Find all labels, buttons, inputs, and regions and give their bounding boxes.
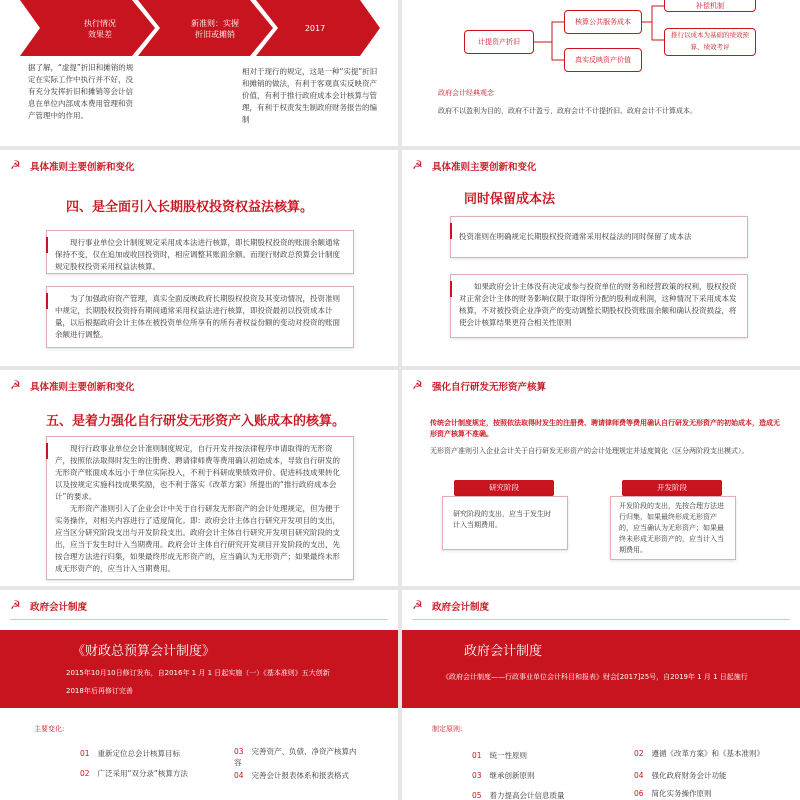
slide-2 xyxy=(402,0,800,146)
list-item: 01 统一性原则 xyxy=(472,751,528,760)
slide-header xyxy=(0,590,398,620)
item-number: 03 xyxy=(234,747,244,756)
concept-label: 政府会计经典观念 xyxy=(438,89,494,97)
text-box xyxy=(46,436,354,580)
emblem-icon: ☭ xyxy=(412,158,423,172)
slide-header xyxy=(402,370,800,400)
chevron-1-label: 执行情况 效果差 xyxy=(84,19,116,39)
intro-text: 无形资产准则引入企业会计关于自行研发无形资产的会计处理规定并适度简化（区分两阶段支出模式）。 xyxy=(430,447,749,455)
box-performance: 推行以成本为基础的绩效预算、绩效考评 xyxy=(664,28,756,56)
research-stage-box xyxy=(442,496,568,550)
item-number: 06 xyxy=(634,789,644,798)
research-stage-tag: 研究阶段 xyxy=(454,480,554,496)
chevron-3-label: 2017 xyxy=(304,24,326,33)
development-stage-text: 开发阶段的支出，先按合理方法进行归集，如果最终形成无形资产的，应当确认为无形资产；如果最终未形成无形资产的，应当计入当期费用。 xyxy=(619,502,724,554)
box-compensation: 补偿机制 xyxy=(664,0,756,12)
list-item: 02 遵循《改革方案》和《基本准则》 xyxy=(634,749,765,758)
development-stage-box xyxy=(610,496,736,560)
slide-8 xyxy=(402,590,800,800)
paragraph-2: 如果政府会计主体没有决定或参与投资单位的财务和经营政策的权利，股权投资对正常会计主体的财务影响仅限于取得所分配的股利或利润，这种情况下采用成本发核算，不对被投资企业净资产的变动调整长期股权投资账面余额和确认投资损益，将使会计核算结果更符合相关性原则 xyxy=(459,282,737,327)
left-text: 据了解，“虚提”折旧和摊销的规定在实际工作中执行并不好，没有充分发挥折旧和摊销等会计信息在单位内部成本费用管理和资产管理中的作用。 xyxy=(28,63,134,120)
list-item: 03 完善资产、负债、净资产核算内容 xyxy=(234,747,357,767)
slide-1 xyxy=(0,0,398,146)
concept-text: 政府不以盈利为目的，政府不计盈亏，政府会计不计提折旧、政府会计不计算成本。 xyxy=(438,107,697,115)
paragraph-1: 现行行政事业单位会计准则制度规定，自行开发并按法律程序申请取得的无形资产，按照依法取得时发生的注册费、聘请律师费等费用确认初始成本，导致自行研发的无形资产账面成本远小于单位实际投入，不利于科研成果绩效评价、促进科技成果转化以及按规定实施科技成果奖励，也不利于落实《改革方案》所提出的“推行政府成本会计”的要求。 xyxy=(55,444,340,501)
item-number: 03 xyxy=(472,771,482,780)
item-number: 01 xyxy=(472,751,482,760)
chevron-2-label: 新准则：实握 折旧或摊销 xyxy=(191,19,239,39)
emblem-icon: ☭ xyxy=(412,598,423,612)
item-number: 05 xyxy=(472,791,482,800)
list-item: 02 广泛采用“双分录”核算方法 xyxy=(80,769,188,778)
paragraph-2: 为了加强政府资产管理，真实全面反映政府长期股权投资及其变动情况，投资准则中规定，长期股权投资持有期间通常采用权益法进行核算，即投资最初以投资成本计量，以后根据政府会计主体在被投资单位所享有的所有者权益份额的变动对投资的账面余额进行调整。 xyxy=(55,294,340,339)
slide-header xyxy=(0,150,398,180)
banner-line-2: 2018年后再修订完善 xyxy=(66,687,133,695)
slide-header xyxy=(402,590,800,620)
box-asset-value: 真实反映资产价值 xyxy=(564,48,642,72)
text-box-1 xyxy=(450,216,748,258)
header-title: 具体准则主要创新和变化 xyxy=(30,382,135,393)
box-public-cost: 核算公共服务成本 xyxy=(564,10,642,34)
item-number: 02 xyxy=(634,749,644,758)
red-banner xyxy=(0,630,398,708)
box-depreciation: 计提资产折旧 xyxy=(464,30,534,54)
header-title: 政府会计制度 xyxy=(30,602,88,613)
slide-title: 同时保留成本法 xyxy=(464,192,556,207)
list-item: 01 重新定位总会计核算目标 xyxy=(80,749,181,758)
header-title: 具体准则主要创新和变化 xyxy=(432,162,537,173)
paragraph-2: 无形资产准则引入了企业会计中关于自行研发无形资产的会计处理规定，但为便于实务操作，对相关内容进行了适度简化。即：政府会计主体自行研究开发项目的支出，应当区分研究阶段支出与开发阶段支出。政府会计主体自行研究开发项目研究阶段的支出，应当于发生时计入当期费用。政府会计主体自行研究开发项目开发阶段的支出，先按合理方法进行归集，如果最终形成无形资产的，应当确认为无形资产；如果最终未形成无形资产的，应当计入当期费用。 xyxy=(55,504,340,573)
emblem-icon: ☭ xyxy=(10,598,21,612)
section-label: 主要变化: xyxy=(34,725,65,733)
slide-4 xyxy=(402,150,800,366)
text-box-1 xyxy=(46,230,354,274)
text-box-2 xyxy=(450,274,748,338)
emblem-icon: ☭ xyxy=(412,378,423,392)
slide-6 xyxy=(402,370,800,586)
header-title: 政府会计制度 xyxy=(432,602,490,613)
text-box-2 xyxy=(46,286,354,348)
slide-title: 五、是着力强化自行研发无形资产入账成本的核算。 xyxy=(46,414,346,429)
header-title: 具体准则主要创新和变化 xyxy=(30,162,135,173)
section-label: 制定原则: xyxy=(432,725,463,733)
banner-line-1: 2015年10月10日修订发布，自2016年 1 月 1 日起实施（一）《基本准则》五大创新 xyxy=(66,669,330,677)
slide-title: 四、是全面引入长期股权投资权益法核算。 xyxy=(66,200,314,215)
list-item: 06 简化实务操作原则 xyxy=(634,789,712,798)
emblem-icon: ☭ xyxy=(10,158,21,172)
list-item: 05 着力提高会计信息质量 xyxy=(472,791,565,800)
emblem-icon: ☭ xyxy=(10,378,21,392)
paragraph-1: 现行事业单位会计制度规定采用成本法进行核算，即长期股权投资的账面余额通常保持不变，仅在追加或收回投资时，相应调整其账面余额。而现行财政总预算会计制度规定股权投资采用权益法核算。 xyxy=(55,238,340,271)
right-text: 相对于现行的规定，这是一种“实提”折旧和摊销的做法，有利于客观真实反映资产价值，有利于推行政府成本会计核算与管理，有利于权责发生制政府财务报告的编制 xyxy=(242,67,378,124)
item-number: 02 xyxy=(80,769,90,778)
development-stage-tag: 开发阶段 xyxy=(622,480,722,496)
slide-3 xyxy=(0,150,398,366)
banner-line-1: 《政府会计制度——行政事业单位会计科目和报表》财会[2017]25号，自2019年 1 月 1 日起施行 xyxy=(442,673,748,681)
traditional-rule-text: 传统会计制度规定，按照依法取得时发生的注册费、聘请律师费等费用确认自行研发无形资产的初始成本，造成无形资产核算不准确。 xyxy=(430,419,780,438)
banner-title: 政府会计制度 xyxy=(464,644,543,659)
slide-header xyxy=(0,370,398,400)
header-title: 强化自行研发无形资产核算 xyxy=(432,382,547,393)
red-banner xyxy=(402,630,800,708)
research-stage-text: 研究阶段的支出，应当于发生时计入当期费用。 xyxy=(453,510,551,529)
slide-header xyxy=(402,150,800,180)
list-item: 03 继承创新原则 xyxy=(472,771,535,780)
item-number: 04 xyxy=(234,771,244,780)
banner-title: 《财政总预算会计制度》 xyxy=(72,644,216,659)
paragraph-1: 投资准则在明确规定长期股权投资通常采用权益法的同时保留了成本法 xyxy=(459,232,692,241)
list-item: 04 强化政府财务会计功能 xyxy=(634,771,727,780)
slide-7 xyxy=(0,590,398,800)
slide-5 xyxy=(0,370,398,586)
item-number: 04 xyxy=(634,771,644,780)
item-number: 01 xyxy=(80,749,90,758)
list-item: 04 完善会计报表体系和报表格式 xyxy=(234,771,350,780)
